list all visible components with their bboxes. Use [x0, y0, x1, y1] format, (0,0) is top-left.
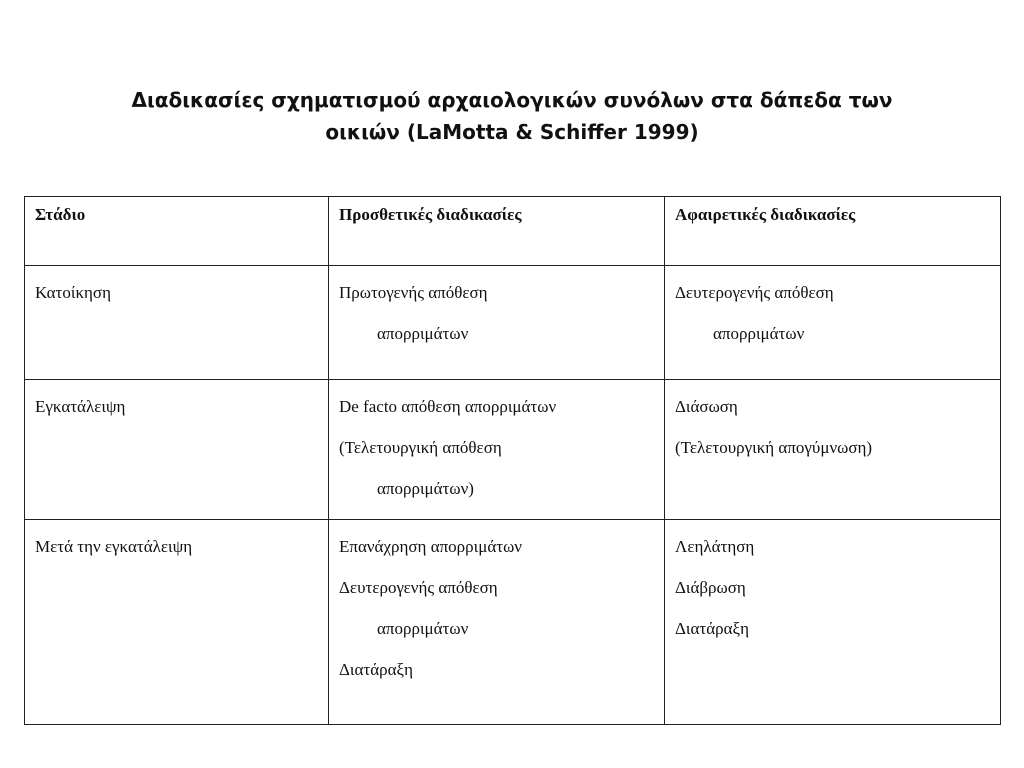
- subtractive-line: (Τελετουργική απογύμνωση): [675, 438, 873, 457]
- subtractive-line: Διάσωση: [675, 397, 738, 416]
- additive-line: Πρωτογενής απόθεση: [339, 283, 488, 302]
- cell-additive: [329, 520, 665, 725]
- cell-stage: [25, 520, 329, 725]
- additive-line: (Τελετουργική απόθεση: [339, 438, 502, 457]
- subtractive-line: Δευτερογενής απόθεση: [675, 283, 834, 302]
- additive-line: απορριμάτων: [377, 324, 469, 343]
- cell-additive: [329, 380, 665, 520]
- cell-stage: [25, 266, 329, 380]
- stage-label: Εγκατάλειψη: [35, 397, 126, 416]
- cell-additive: [329, 266, 665, 380]
- table-row: [25, 520, 1001, 725]
- additive-line: απορριμάτων: [377, 619, 469, 638]
- cell-subtractive: [665, 380, 1001, 520]
- stage-label: Μετά την εγκατάλειψη: [35, 537, 193, 556]
- subtractive-line: Διατάραξη: [675, 619, 750, 638]
- header-stage: Στάδιο: [25, 197, 329, 266]
- formation-processes-table: [24, 196, 1001, 725]
- title-line-1: Διαδικασίες σχηματισμού αρχαιολογικών συνόλων στα δάπεδα των: [131, 88, 893, 112]
- title-line-2: οικιών (LaMotta & Schiffer 1999): [325, 120, 699, 144]
- header-additive: Προσθετικές διαδικασίες: [329, 197, 665, 266]
- additive-line: Δευτερογενής απόθεση: [339, 578, 498, 597]
- header-subtractive: Αφαιρετικές διαδικασίες: [665, 197, 1001, 266]
- cell-subtractive: [665, 520, 1001, 725]
- table-row: [25, 380, 1001, 520]
- table-header-row: [25, 197, 1001, 266]
- cell-subtractive: [665, 266, 1001, 380]
- cell-stage: [25, 380, 329, 520]
- subtractive-line: απορριμάτων: [713, 324, 805, 343]
- additive-line: Επανάχρηση απορριμάτων: [339, 537, 522, 556]
- additive-line: Διατάραξη: [339, 660, 414, 679]
- additive-line: De facto απόθεση απορριμάτων: [339, 397, 557, 416]
- subtractive-line: Λεηλάτηση: [675, 537, 755, 556]
- stage-label: Κατοίκηση: [35, 283, 111, 302]
- table-row: [25, 266, 1001, 380]
- subtractive-line: Διάβρωση: [675, 578, 746, 597]
- additive-line: απορριμάτων): [377, 479, 474, 498]
- slide-title: [60, 84, 964, 148]
